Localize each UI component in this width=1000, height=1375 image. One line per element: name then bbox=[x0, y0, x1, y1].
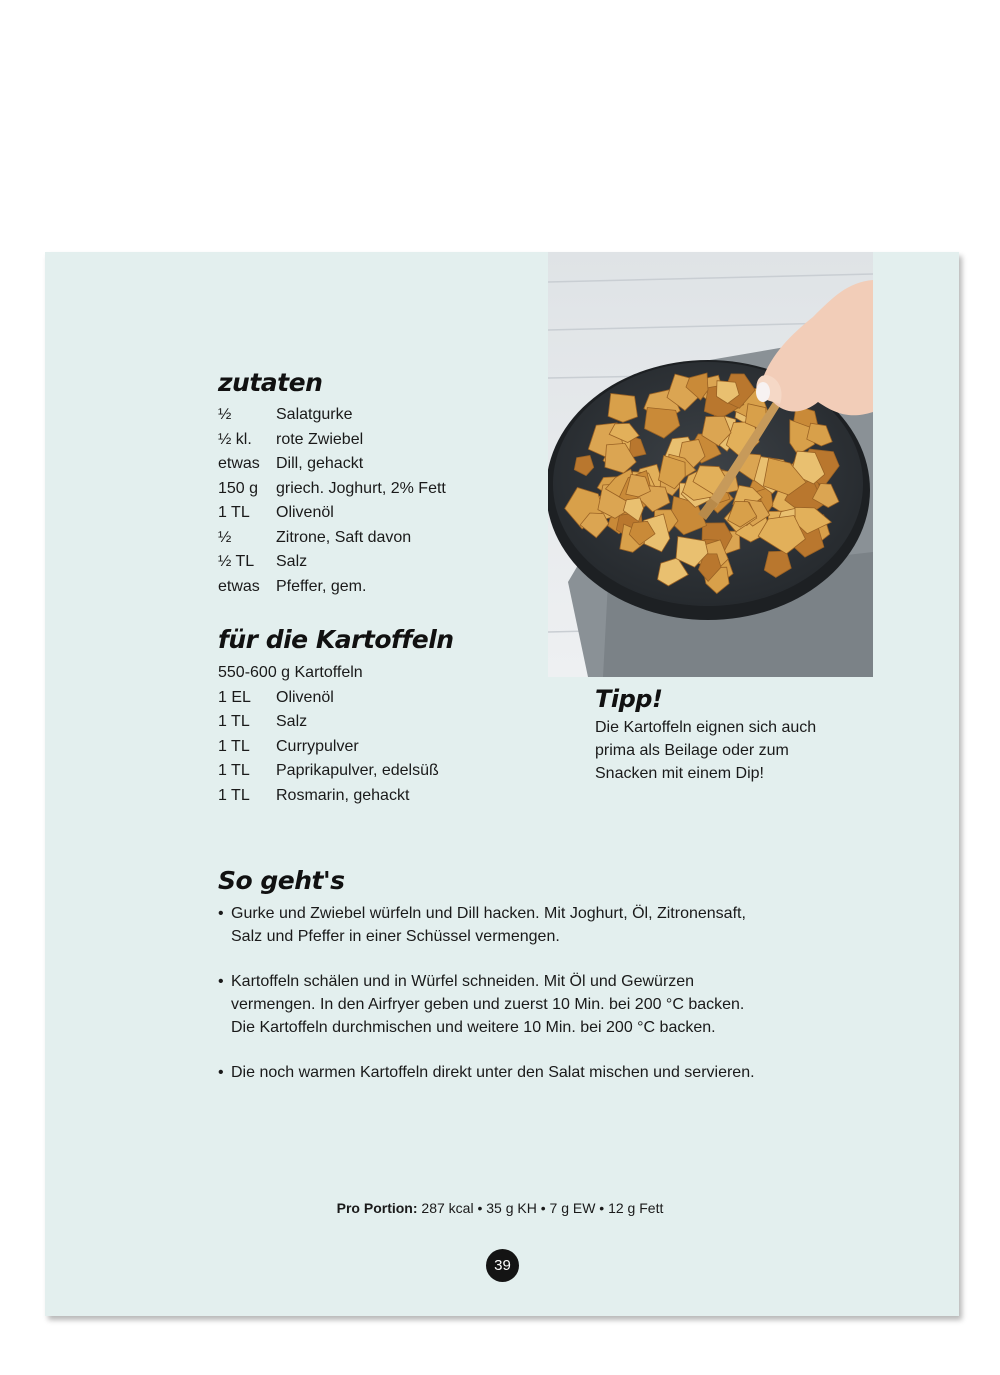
ingredient-name: rote Zwiebel bbox=[276, 430, 364, 448]
ingredient-name: Salatgurke bbox=[276, 406, 353, 423]
nutrition-values: 287 kcal • 35 g KH • 7 g EW • 12 g Fett bbox=[421, 1200, 664, 1216]
bullet-icon: • bbox=[218, 973, 224, 990]
bullet-icon: • bbox=[218, 905, 224, 922]
tipp-text: Die Kartoffeln eignen sich auch prima als Beilage oder zum Snacken mit einem Dip! bbox=[595, 719, 817, 782]
ingredient-row bbox=[218, 403, 446, 428]
ingredient-amount: ½ bbox=[218, 528, 232, 546]
potato-cube bbox=[608, 394, 637, 423]
page-number-badge: 39 bbox=[486, 1249, 519, 1282]
kartoffeln-main-ingredient: 550-600 g Kartoffeln bbox=[218, 664, 363, 681]
ingredient-name: Rosmarin, gehackt bbox=[276, 786, 410, 804]
ingredient-name: Currypulver bbox=[276, 737, 359, 755]
step-item bbox=[218, 970, 758, 1039]
ingredient-row bbox=[218, 686, 439, 711]
zutaten-list bbox=[218, 403, 446, 599]
zutaten-heading: zutaten bbox=[218, 368, 323, 397]
step-item bbox=[218, 902, 758, 948]
ingredient-row bbox=[218, 501, 446, 526]
kartoffeln-list bbox=[218, 661, 363, 686]
ingredient-row bbox=[218, 526, 446, 551]
step-text: Die noch warmen Kartoffeln direkt unter den Salat mischen und servieren. bbox=[231, 1064, 755, 1081]
ingredient-row bbox=[218, 784, 439, 809]
ingredient-amount: etwas bbox=[218, 577, 260, 595]
ingredient-row bbox=[218, 735, 439, 760]
ingredient-amount: 1 TL bbox=[218, 504, 250, 521]
ingredient-name: griech. Joghurt, 2% Fett bbox=[276, 479, 446, 497]
ingredient-row bbox=[218, 428, 446, 453]
potatoes-photo-illustration bbox=[548, 252, 873, 677]
ingredient-name: Olivenöl bbox=[276, 688, 334, 706]
nutrition-info bbox=[0, 1200, 1000, 1216]
ingredient-name: Pfeffer, gem. bbox=[276, 577, 367, 595]
ingredient-row bbox=[218, 477, 446, 502]
step-text: Gurke und Zwiebel würfeln und Dill hacken. Mit Joghurt, Öl, Zitronensaft, Salz und Pfeffer in einer Schüssel vermengen. bbox=[231, 905, 746, 945]
ingredient-amount: 1 TL bbox=[218, 786, 250, 804]
ingredient-amount: 1 EL bbox=[218, 688, 251, 706]
ingredient-amount: 150 g bbox=[218, 479, 259, 497]
tipp-heading: Tipp! bbox=[595, 685, 663, 713]
step-text: Kartoffeln schälen und in Würfel schneiden. Mit Öl und Gewürzen vermengen. In den Airfryer geben und zuerst 10 Min. bei 200 °C backen. Die Kartoffeln durchmischen und weitere 10 Min. bei 200 °C backen. bbox=[231, 973, 745, 1036]
ingredient-name: Zitrone, Saft davon bbox=[276, 528, 412, 546]
bullet-icon: • bbox=[218, 1064, 224, 1081]
ingredient-name: Salz bbox=[276, 553, 308, 570]
ingredient-name: Paprikapulver, edelsüß bbox=[276, 762, 439, 779]
ingredient-amount: ½ kl. bbox=[218, 430, 252, 448]
ingredient-amount: ½ bbox=[218, 406, 232, 423]
ingredient-row bbox=[218, 759, 439, 784]
ingredient-amount: ½ TL bbox=[218, 553, 255, 570]
kartoffeln-heading: für die Kartoffeln bbox=[218, 625, 454, 654]
steps-list bbox=[218, 902, 758, 1106]
ingredient-amount: 1 TL bbox=[218, 762, 250, 779]
kartoffeln-spice-list bbox=[218, 686, 439, 809]
ingredient-amount: 1 TL bbox=[218, 737, 250, 755]
ingredient-amount: 1 TL bbox=[218, 713, 250, 730]
ingredient-row bbox=[218, 575, 446, 600]
step-item bbox=[218, 1061, 758, 1084]
potatoes-photo bbox=[548, 252, 873, 677]
nutrition-label: Pro Portion: bbox=[336, 1200, 418, 1216]
ingredient-name: Dill, gehackt bbox=[276, 455, 364, 472]
ingredient-row bbox=[218, 452, 446, 477]
ingredient-row bbox=[218, 550, 446, 575]
ingredient-amount: etwas bbox=[218, 455, 260, 472]
ingredient-name: Salz bbox=[276, 713, 308, 730]
so-gehts-heading: So geht's bbox=[218, 866, 345, 895]
ingredient-name: Olivenöl bbox=[276, 504, 334, 521]
ingredient-row bbox=[218, 710, 439, 735]
